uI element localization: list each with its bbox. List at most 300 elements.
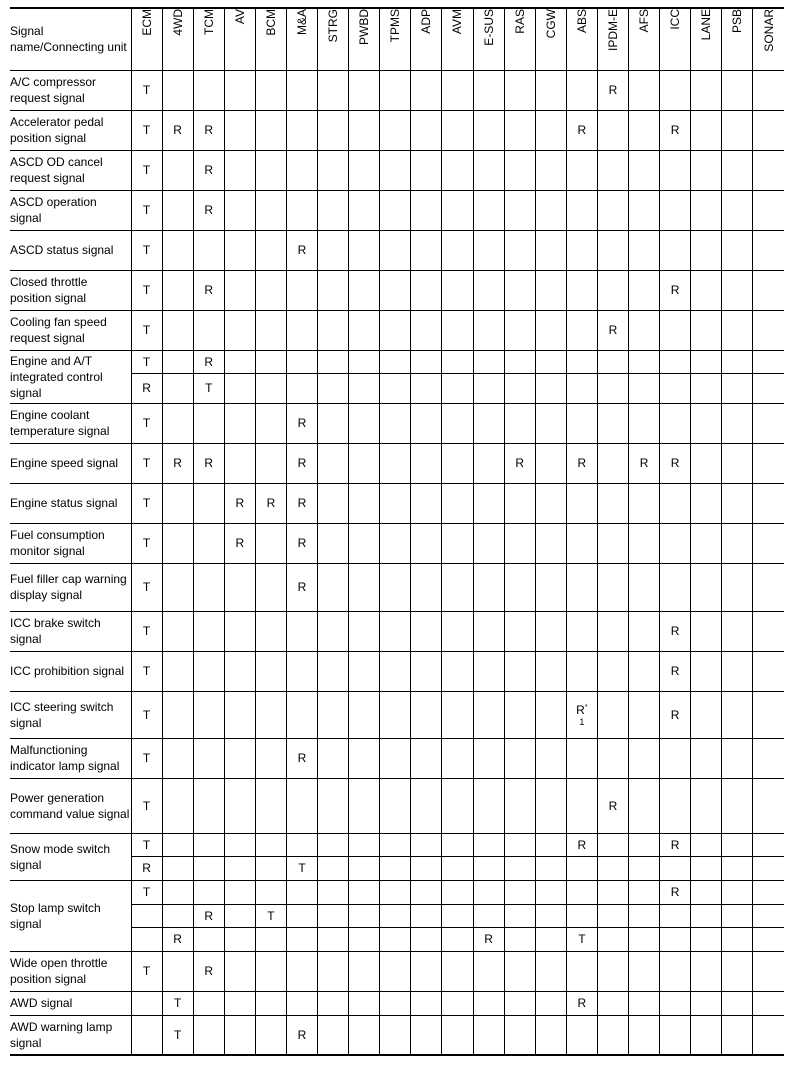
table-row (10, 70, 784, 110)
cell-psb (722, 230, 753, 270)
cell-icc: R (660, 691, 691, 738)
cell-sonar (753, 611, 784, 651)
cell-m-a (286, 833, 317, 856)
cell-4wd (162, 778, 193, 833)
cell-e-sus: R (473, 927, 504, 951)
cell-icc (660, 904, 691, 927)
table-row (10, 310, 784, 350)
cell-abs (566, 523, 597, 563)
cell-ras (504, 856, 535, 880)
cell-ras (504, 778, 535, 833)
cell-e-sus (473, 150, 504, 190)
cell-tpms (380, 230, 411, 270)
cell-ipdm-e (597, 1015, 628, 1055)
cell-4wd (162, 951, 193, 991)
cell-psb (722, 270, 753, 310)
cell-4wd (162, 691, 193, 738)
cell-pwbd (349, 927, 380, 951)
column-header-tcm (193, 8, 224, 70)
cell-strg (318, 833, 349, 856)
column-header-m-a (286, 8, 317, 70)
cell-ipdm-e (597, 190, 628, 230)
column-header-label: AV (232, 9, 247, 25)
cell-e-sus (473, 611, 504, 651)
cell-strg (318, 403, 349, 443)
cell-ipdm-e (597, 523, 628, 563)
column-header-label: RAS (512, 9, 527, 34)
signal-name: Accelerator pedal position signal (10, 110, 131, 150)
cell-m-a: R (286, 1015, 317, 1055)
cell-cgw (535, 373, 566, 403)
cell-bcm (255, 523, 286, 563)
cell-abs (566, 270, 597, 310)
cell-tcm (193, 310, 224, 350)
column-header-4wd (162, 8, 193, 70)
cell-cgw (535, 443, 566, 483)
cell-sonar (753, 904, 784, 927)
cell-icc: R (660, 833, 691, 856)
cell-adp (411, 880, 442, 904)
cell-pwbd (349, 190, 380, 230)
cell-tcm (193, 991, 224, 1015)
cell-av (224, 443, 255, 483)
cell-ras (504, 150, 535, 190)
cell-strg (318, 70, 349, 110)
cell-avm (442, 833, 473, 856)
cell-lane (691, 778, 722, 833)
cell-ipdm-e (597, 443, 628, 483)
table-row (10, 651, 784, 691)
cell-psb (722, 778, 753, 833)
cell-4wd (162, 856, 193, 880)
cell-sonar (753, 523, 784, 563)
cell-psb (722, 443, 753, 483)
cell-sonar (753, 483, 784, 523)
cell-lane (691, 991, 722, 1015)
column-header-label: M&A (295, 9, 310, 36)
table-row (10, 563, 784, 611)
cell-e-sus (473, 738, 504, 778)
cell-psb (722, 927, 753, 951)
signal-name: Cooling fan speed request signal (10, 310, 131, 350)
signal-name: ICC prohibition signal (10, 651, 131, 691)
cell-e-sus (473, 880, 504, 904)
cell-bcm (255, 738, 286, 778)
cell-afs (629, 403, 660, 443)
cell-4wd (162, 190, 193, 230)
cell-m-a (286, 691, 317, 738)
cell-e-sus (473, 691, 504, 738)
table-row (10, 778, 784, 833)
cell-pwbd (349, 483, 380, 523)
cell-avm (442, 70, 473, 110)
cell-avm (442, 310, 473, 350)
cell-tpms (380, 350, 411, 373)
cell-adp (411, 738, 442, 778)
cell-adp (411, 110, 442, 150)
cell-av (224, 880, 255, 904)
cell-ecm: T (131, 150, 162, 190)
cell-lane (691, 833, 722, 856)
cell-adp (411, 403, 442, 443)
cell-ecm: T (131, 951, 162, 991)
cell-tcm (193, 927, 224, 951)
cell-e-sus (473, 310, 504, 350)
cell-tpms (380, 1015, 411, 1055)
cell-bcm (255, 110, 286, 150)
cell-avm (442, 651, 473, 691)
cell-tcm (193, 651, 224, 691)
cell-4wd (162, 880, 193, 904)
column-header-icc (660, 8, 691, 70)
cell-bcm (255, 1015, 286, 1055)
cell-ras (504, 563, 535, 611)
cell-tpms (380, 190, 411, 230)
cell-ecm (131, 927, 162, 951)
cell-pwbd (349, 70, 380, 110)
cell-strg (318, 651, 349, 691)
cell-tpms (380, 70, 411, 110)
cell-m-a (286, 880, 317, 904)
cell-cgw (535, 70, 566, 110)
cell-lane (691, 373, 722, 403)
cell-pwbd (349, 691, 380, 738)
table-row (10, 523, 784, 563)
cell-ipdm-e (597, 651, 628, 691)
cell-ecm (131, 991, 162, 1015)
cell-cgw (535, 880, 566, 904)
cell-ecm: T (131, 563, 162, 611)
cell-sonar (753, 150, 784, 190)
cell-ipdm-e (597, 611, 628, 651)
cell-ras (504, 110, 535, 150)
cell-ecm: T (131, 691, 162, 738)
cell-abs: R (566, 991, 597, 1015)
cell-strg (318, 150, 349, 190)
cell-afs (629, 611, 660, 651)
cell-abs: R (566, 833, 597, 856)
cell-tcm (193, 856, 224, 880)
cell-afs (629, 563, 660, 611)
cell-avm (442, 991, 473, 1015)
cell-strg (318, 856, 349, 880)
table-row (10, 443, 784, 483)
cell-ipdm-e (597, 904, 628, 927)
cell-pwbd (349, 856, 380, 880)
cell-cgw (535, 230, 566, 270)
cell-lane (691, 70, 722, 110)
cell-cgw (535, 651, 566, 691)
cell-abs (566, 230, 597, 270)
cell-lane (691, 310, 722, 350)
cell-m-a (286, 310, 317, 350)
cell-bcm (255, 350, 286, 373)
column-header-ecm (131, 8, 162, 70)
cell-strg (318, 310, 349, 350)
cell-m-a: T (286, 856, 317, 880)
cell-afs (629, 1015, 660, 1055)
cell-sonar (753, 991, 784, 1015)
cell-av (224, 110, 255, 150)
cell-sonar (753, 270, 784, 310)
cell-e-sus (473, 443, 504, 483)
table-row (10, 691, 784, 738)
cell-ecm: T (131, 611, 162, 651)
cell-psb (722, 611, 753, 651)
cell-ecm: T (131, 270, 162, 310)
cell-sonar (753, 310, 784, 350)
cell-tcm (193, 880, 224, 904)
signal-name: ASCD OD cancel request signal (10, 150, 131, 190)
cell-ecm (131, 1015, 162, 1055)
cell-m-a (286, 927, 317, 951)
cell-avm (442, 563, 473, 611)
cell-4wd: R (162, 927, 193, 951)
column-header-avm (442, 8, 473, 70)
cell-adp (411, 991, 442, 1015)
cell-4wd: R (162, 110, 193, 150)
cell-tpms (380, 443, 411, 483)
cell-sonar (753, 880, 784, 904)
cell-pwbd (349, 403, 380, 443)
cell-icc (660, 951, 691, 991)
cell-4wd (162, 833, 193, 856)
cell-bcm (255, 310, 286, 350)
cell-bcm (255, 833, 286, 856)
cell-avm (442, 373, 473, 403)
column-header-label: LANE (699, 9, 714, 41)
cell-pwbd (349, 951, 380, 991)
column-header-ras (504, 8, 535, 70)
cell-bcm (255, 611, 286, 651)
cell-tpms (380, 833, 411, 856)
cell-sonar (753, 373, 784, 403)
cell-e-sus (473, 651, 504, 691)
cell-avm (442, 927, 473, 951)
cell-psb (722, 738, 753, 778)
cell-lane (691, 611, 722, 651)
cell-bcm (255, 270, 286, 310)
cell-adp (411, 150, 442, 190)
column-header-label: STRG (326, 9, 341, 43)
cell-icc (660, 350, 691, 373)
signal-table (10, 7, 784, 1056)
cell-av: R (224, 523, 255, 563)
cell-4wd: T (162, 1015, 193, 1055)
table-row (10, 350, 784, 373)
cell-strg (318, 270, 349, 310)
cell-m-a (286, 951, 317, 991)
cell-ras (504, 833, 535, 856)
table-row (10, 403, 784, 443)
cell-abs (566, 880, 597, 904)
cell-lane (691, 904, 722, 927)
cell-4wd (162, 373, 193, 403)
cell-icc (660, 927, 691, 951)
cell-ecm: T (131, 190, 162, 230)
signal-name: ICC brake switch signal (10, 611, 131, 651)
cell-avm (442, 483, 473, 523)
cell-ipdm-e (597, 991, 628, 1015)
cell-ras (504, 991, 535, 1015)
cell-av (224, 738, 255, 778)
column-header-label: AVM (450, 9, 465, 35)
cell-ras (504, 523, 535, 563)
cell-psb (722, 110, 753, 150)
cell-ecm: T (131, 350, 162, 373)
table-row (10, 611, 784, 651)
signal-name: Engine and A/T integrated control signal (10, 350, 131, 403)
cell-av (224, 270, 255, 310)
cell-ecm: T (131, 70, 162, 110)
cell-cgw (535, 691, 566, 738)
cell-e-sus (473, 483, 504, 523)
cell-4wd (162, 310, 193, 350)
cell-ras: R (504, 443, 535, 483)
cell-lane (691, 403, 722, 443)
cell-avm (442, 150, 473, 190)
cell-cgw (535, 991, 566, 1015)
cell-ipdm-e: R (597, 70, 628, 110)
cell-avm (442, 904, 473, 927)
cell-ras (504, 691, 535, 738)
cell-adp (411, 310, 442, 350)
cell-pwbd (349, 443, 380, 483)
cell-pwbd (349, 150, 380, 190)
cell-avm (442, 880, 473, 904)
table-row (10, 1015, 784, 1055)
cell-tpms (380, 110, 411, 150)
cell-icc (660, 563, 691, 611)
cell-av (224, 190, 255, 230)
signal-name: Snow mode switch signal (10, 833, 131, 880)
cell-cgw (535, 523, 566, 563)
table-row (10, 230, 784, 270)
cell-abs (566, 150, 597, 190)
cell-tpms (380, 880, 411, 904)
cell-tcm: R (193, 443, 224, 483)
cell-e-sus (473, 350, 504, 373)
cell-e-sus (473, 403, 504, 443)
cell-e-sus (473, 190, 504, 230)
cell-adp (411, 904, 442, 927)
cell-bcm (255, 403, 286, 443)
cell-cgw (535, 778, 566, 833)
cell-av (224, 691, 255, 738)
cell-strg (318, 110, 349, 150)
cell-tcm: R (193, 270, 224, 310)
cell-ipdm-e (597, 150, 628, 190)
table-row (10, 190, 784, 230)
cell-adp (411, 563, 442, 611)
cell-4wd (162, 904, 193, 927)
cell-e-sus (473, 563, 504, 611)
cell-abs: R (566, 110, 597, 150)
cell-avm (442, 190, 473, 230)
cell-abs (566, 651, 597, 691)
cell-avm (442, 856, 473, 880)
cell-ras (504, 1015, 535, 1055)
cell-av (224, 70, 255, 110)
cell-cgw (535, 403, 566, 443)
cell-afs: R (629, 443, 660, 483)
cell-abs: R (566, 443, 597, 483)
cell-icc (660, 483, 691, 523)
column-header-label: ICC (668, 9, 683, 30)
cell-tpms (380, 991, 411, 1015)
cell-afs (629, 691, 660, 738)
cell-adp (411, 651, 442, 691)
table-row (10, 951, 784, 991)
cell-adp (411, 483, 442, 523)
cell-adp (411, 373, 442, 403)
cell-4wd (162, 483, 193, 523)
cell-m-a (286, 270, 317, 310)
cell-adp (411, 70, 442, 110)
cell-ipdm-e (597, 951, 628, 991)
cell-ras (504, 270, 535, 310)
cell-tcm: R (193, 190, 224, 230)
column-header-label: BCM (263, 9, 278, 36)
cell-ras (504, 904, 535, 927)
cell-bcm (255, 927, 286, 951)
cell-cgw (535, 738, 566, 778)
cell-ras (504, 190, 535, 230)
cell-m-a (286, 778, 317, 833)
column-header-bcm (255, 8, 286, 70)
cell-av (224, 1015, 255, 1055)
cell-4wd (162, 350, 193, 373)
cell-tpms (380, 691, 411, 738)
signal-name: ICC steering switch signal (10, 691, 131, 738)
cell-strg (318, 230, 349, 270)
cell-e-sus (473, 778, 504, 833)
cell-4wd (162, 70, 193, 110)
cell-4wd (162, 230, 193, 270)
column-header-label: 4WD (170, 9, 185, 36)
cell-psb (722, 691, 753, 738)
header-row (10, 8, 784, 70)
cell-psb (722, 991, 753, 1015)
cell-abs (566, 70, 597, 110)
cell-ipdm-e: R (597, 310, 628, 350)
cell-pwbd (349, 230, 380, 270)
cell-av: R (224, 483, 255, 523)
cell-pwbd (349, 350, 380, 373)
cell-m-a (286, 110, 317, 150)
cell-av (224, 991, 255, 1015)
cell-lane (691, 738, 722, 778)
cell-av (224, 563, 255, 611)
cell-abs (566, 1015, 597, 1055)
cell-psb (722, 190, 753, 230)
cell-ras (504, 310, 535, 350)
cell-pwbd (349, 1015, 380, 1055)
cell-lane (691, 951, 722, 991)
column-header-label: SONAR (761, 9, 776, 52)
cell-lane (691, 483, 722, 523)
cell-afs (629, 310, 660, 350)
cell-ipdm-e (597, 483, 628, 523)
cell-ipdm-e (597, 856, 628, 880)
cell-m-a: R (286, 443, 317, 483)
cell-afs (629, 651, 660, 691)
cell-lane (691, 230, 722, 270)
cell-av (224, 403, 255, 443)
column-header-av (224, 8, 255, 70)
cell-avm (442, 110, 473, 150)
cell-tpms (380, 611, 411, 651)
